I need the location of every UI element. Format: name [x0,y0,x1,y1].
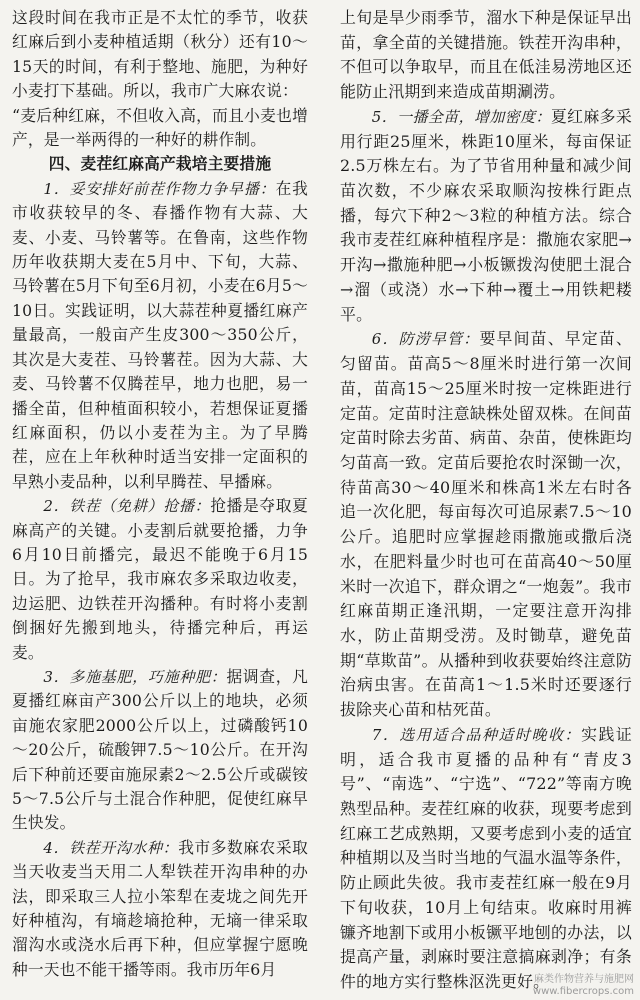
measure-2-body: 抢播是夺取夏麻高产的关键。小麦割后就要抢播，力争6月10日前播完，最迟不能晚于6月15日。为了抢早，我市麻农多采取边收麦，边运肥、边铁茬开沟播种。有时将小麦割倒捆好先搬到地头，待播完种后，再运麦。 [12,496,309,662]
quote-paragraph: “麦后种红麻，不但收入高，而且小麦也增产，是一举两得的一种好的耕作制。 [12,105,308,150]
measure-3-paragraph [12,665,308,836]
watermark-url: www.fibercrops.com [532,986,634,997]
intro-paragraph: 这段时间在我市正是不太忙的季节，收获红麻后到小麦种植适期（秋分）还有10～15天的时间，有利于整地、施肥，为种好小麦打下基础。所以，我市广大麻农说： [12,8,308,101]
measure-5-paragraph [340,105,632,327]
measure-6-title: 6．防涝早管： [371,330,480,349]
measure-4-title: 4．铁茬开沟水种： [43,838,179,857]
measure-7-paragraph [340,723,632,995]
measure-7-body: 实践证明，适合我市夏播的品种有“青皮3号”、“南选”、“宁选”、“722”等南方晚熟型品种。麦茬红麻的收获，现要考虑到红麻工艺成熟期，又要考虑到小麦的适宜种植期以及当时当地的气温水温等条件，防止顾此失彼。我市麦茬红麻一般在9月下旬收获，10月上旬结束。收麻时用裤镰齐地割下或用小板镢平地刨的办法，以提高产量，剥麻时要注意搞麻剥净；有条件的地方实行整株沤洗更好。 [340,724,632,992]
measure-6-body: 要早间苗、早定苗、匀留苗。苗高5～8厘米时进行第一次间苗，苗高15～25厘米时按一定株距进行定苗。定苗时注意缺株处留双株。在间苗定苗时除去劣苗、病苗、杂苗，使株距均匀苗高一致。定苗后要抢农时深锄一次，待苗高30～40厘米和株高1米左右时各追一次化肥，每亩每次可追尿素7.5～10公斤。追肥时应掌握趁雨撒施或撒后浇水，在肥料量少时也可在苗高40～50厘米时一次追下，群众谓之“一炮轰”。我市红麻苗期正逢汛期，一定要注意开沟排水，防止苗期受涝。及时锄草，避免苗期“草欺苗”。从播种到收获要始终注意防治病虫害。在苗高1～1.5米时还要逐行拔除夹心苗和枯死苗。 [340,329,632,720]
measure-4-body: 我市多数麻农采取当天收麦当天用二人犁铁茬开沟串种的办法，即采取三人拉小笨犁在麦垅之间先开好种植沟，有墒趁墒抢种，无墒一律采取溜沟水或浇水后再下种，但应掌握宁愿晚种一天也不能干播等雨。我市历年6月 [12,837,308,979]
measure-1-body: 在我市收获较早的冬、春播作物有大蒜、大麦、小麦、马铃薯等。在鲁南，这些作物历年收获期大麦在5月中、下旬，大蒜、马铃薯在5月下旬至6月初，小麦在6月5～10日。实践证明，以大蒜茬种夏播红麻产量最高，一般亩产生皮300～350公斤，其次是大麦茬、马铃薯茬。因为大蒜、大麦、马铃薯不仅腾茬早，地力也肥，易一播全苗，但种植面积较小，若想保证夏播红麻面积，仍以小麦茬为主。为了早腾茬，应在上年秋种时适当安排一定面积的早熟小麦品种，以利早腾茬、早播麻。 [12,178,308,491]
section-heading: 四、麦茬红麻高产栽培主要措施 [48,154,272,174]
continued-paragraph: 上旬是旱少雨季节，溜水下种是保证早出苗，拿全苗的关键措施。铁茬开沟串种，不但可以争取早，而且在低洼易涝地区还能防止汛期到来造成苗期涮涝。 [340,8,632,102]
left-column [12,6,308,982]
measure-6-paragraph [340,327,632,723]
measure-5-title: 5．一播全苗，增加密度： [371,107,551,126]
measure-4-paragraph [12,836,308,982]
measure-1-paragraph [12,177,308,494]
measure-2-paragraph [12,494,308,665]
watermark-title: 麻类作物营养与施肥网 [534,974,634,985]
site-watermark [533,974,634,998]
measure-3-title: 3．多施基肥，巧施种肥： [43,667,227,686]
measure-2-title: 2．铁茬（免耕）抢播： [43,497,211,516]
right-column [340,6,632,995]
measure-1-title: 1．妥安排好前茬作物力争早播： [43,179,276,198]
measure-7-title: 7．选用适合品种适时晚收： [371,725,582,744]
measure-5-body: 夏红麻多采用行距25厘米，株距10厘米，每亩保证2.5万株左右。为了节省用种量和减少间苗次数，不少麻农采取顺沟按株行距点播，每穴下种2～3粒的种植方法。综合我市麦茬红麻种植程序是：撒施农家肥→开沟→撒施种肥→小板镢拨沟使肥土混合→溜（或浇）水→下种→覆土→用铁耙耧平。 [340,106,632,324]
measure-3-body: 据调查，凡夏播红麻亩产300公斤以上的地块，必须亩施农家肥2000公斤以上，过磷酸钙10～20公斤，硫酸钾7.5～10公斤。在开沟后下种前还要亩施尿素2～2.5公斤或碳铵5～7.5公斤与土混合作种肥，促使红麻早生快发。 [12,666,308,833]
